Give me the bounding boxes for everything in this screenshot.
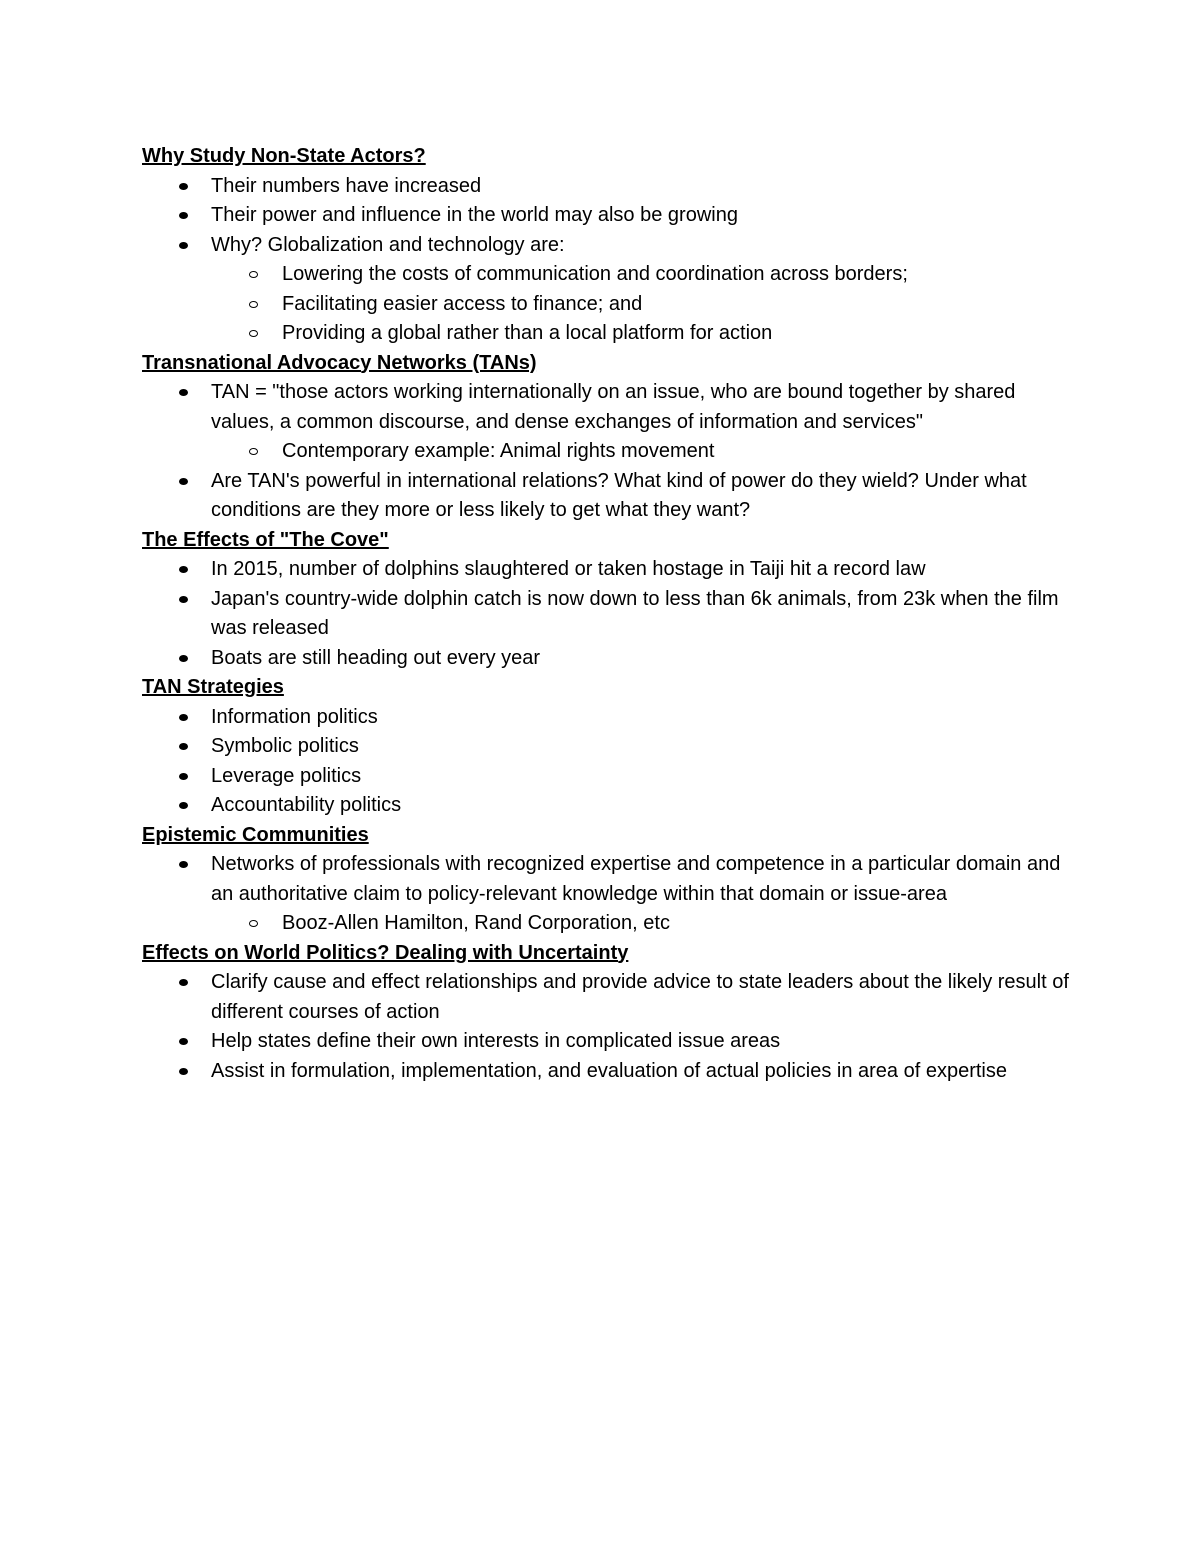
- section-heading: Effects on World Politics? Dealing with Uncertainty: [142, 941, 629, 964]
- sub-list-item: [282, 260, 1072, 290]
- circle-bullet-icon: [249, 271, 258, 278]
- bullet-icon: [179, 655, 188, 662]
- sub-list-item-text: Booz-Allen Hamilton, Rand Corporation, etc: [282, 912, 670, 934]
- bullet-list: [142, 378, 1072, 526]
- bullet-icon: [179, 1068, 188, 1075]
- list-item: [211, 555, 1072, 585]
- list-item-text: Information politics: [211, 705, 378, 728]
- sub-bullet-list: [211, 909, 1072, 939]
- list-item-text: Why? Globalization and technology are:: [211, 233, 565, 256]
- list-item: [211, 644, 1072, 674]
- sub-list-item: [282, 290, 1072, 320]
- list-item: [211, 703, 1072, 733]
- list-item: [211, 1057, 1072, 1087]
- bullet-icon: [179, 183, 188, 190]
- list-item: [211, 762, 1072, 792]
- section-effects-world-politics: [142, 939, 1072, 1087]
- list-item-text: Their power and influence in the world may also be growing: [211, 204, 738, 226]
- section-tans: [142, 349, 1072, 526]
- circle-bullet-icon: [249, 920, 258, 927]
- list-item: [211, 201, 1072, 231]
- sub-list-item-text: Facilitating easier access to finance; and: [282, 292, 643, 315]
- sub-list-item-text: Providing a global rather than a local platform for action: [282, 322, 773, 344]
- sub-bullet-list: [211, 260, 1072, 349]
- bullet-icon: [179, 478, 188, 485]
- list-item-text: Assist in formulation, implementation, and evaluation of actual policies in area of expertise: [211, 1059, 1007, 1082]
- section-epistemic-communities: [142, 821, 1072, 939]
- list-item: [211, 791, 1072, 821]
- list-item-text: TAN = "those actors working internationally on an issue, who are bound together by shared values, a common discourse, and dense exchanges of information and services": [211, 381, 1016, 433]
- section-heading: Why Study Non-State Actors?: [142, 145, 426, 167]
- bullet-list: [142, 703, 1072, 821]
- bullet-icon: [179, 714, 188, 721]
- sub-list-item-text: Contemporary example: Animal rights movement: [282, 440, 715, 462]
- section-the-cove: [142, 526, 1072, 674]
- list-item-text: Networks of professionals with recognized expertise and competence in a particular domain and an authoritative claim to policy-relevant knowledge within that domain or issue-area: [211, 853, 1061, 905]
- section-why-study: [142, 142, 1072, 349]
- list-item-text: In 2015, number of dolphins slaughtered or taken hostage in Taiji hit a record law: [211, 558, 926, 580]
- sub-bullet-list: [211, 437, 1072, 467]
- sub-list-item-text: Lowering the costs of communication and coordination across borders;: [282, 263, 908, 285]
- list-item-text: Accountability politics: [211, 794, 402, 816]
- list-item: [211, 378, 1072, 467]
- list-item-text: Japan's country-wide dolphin catch is now down to less than 6k animals, from 23k when the film was released: [211, 587, 1059, 639]
- bullet-list: [142, 850, 1072, 939]
- document-page: [142, 142, 1072, 1086]
- list-item-text: Symbolic politics: [211, 735, 359, 757]
- bullet-icon: [179, 212, 188, 219]
- list-item: [211, 1027, 1072, 1057]
- bullet-icon: [179, 596, 188, 603]
- sub-list-item: [282, 437, 1072, 467]
- list-item: [211, 850, 1072, 939]
- circle-bullet-icon: [249, 301, 258, 308]
- section-tan-strategies: [142, 673, 1072, 821]
- list-item: [211, 732, 1072, 762]
- list-item: [211, 585, 1072, 644]
- bullet-list: [142, 968, 1072, 1086]
- list-item: [211, 231, 1072, 349]
- bullet-icon: [179, 242, 188, 249]
- list-item: [211, 467, 1072, 526]
- section-heading: Transnational Advocacy Networks (TANs): [142, 351, 537, 374]
- bullet-icon: [179, 802, 188, 809]
- list-item-text: Help states define their own interests in complicated issue areas: [211, 1030, 781, 1052]
- list-item-text: Are TAN's powerful in international relations? What kind of power do they wield? Under what conditions are they more or less likely to get what they want?: [211, 469, 1027, 521]
- bullet-icon: [179, 389, 188, 396]
- section-heading: The Effects of "The Cove": [142, 528, 389, 551]
- section-heading: TAN Strategies: [142, 676, 284, 698]
- list-item-text: Clarify cause and effect relationships and provide advice to state leaders about the likely result of different courses of action: [211, 971, 1069, 1023]
- list-item-text: Their numbers have increased: [211, 174, 482, 197]
- list-item-text: Boats are still heading out every year: [211, 646, 541, 669]
- bullet-icon: [179, 566, 188, 573]
- list-item: [211, 172, 1072, 202]
- circle-bullet-icon: [249, 448, 258, 455]
- bullet-list: [142, 172, 1072, 349]
- bullet-icon: [179, 979, 188, 986]
- list-item: [211, 968, 1072, 1027]
- bullet-icon: [179, 1038, 188, 1045]
- list-item-text: Leverage politics: [211, 764, 362, 787]
- sub-list-item: [282, 909, 1072, 939]
- sub-list-item: [282, 319, 1072, 349]
- circle-bullet-icon: [249, 330, 258, 337]
- section-heading: Epistemic Communities: [142, 823, 369, 846]
- bullet-list: [142, 555, 1072, 673]
- bullet-icon: [179, 861, 188, 868]
- bullet-icon: [179, 743, 188, 750]
- bullet-icon: [179, 773, 188, 780]
